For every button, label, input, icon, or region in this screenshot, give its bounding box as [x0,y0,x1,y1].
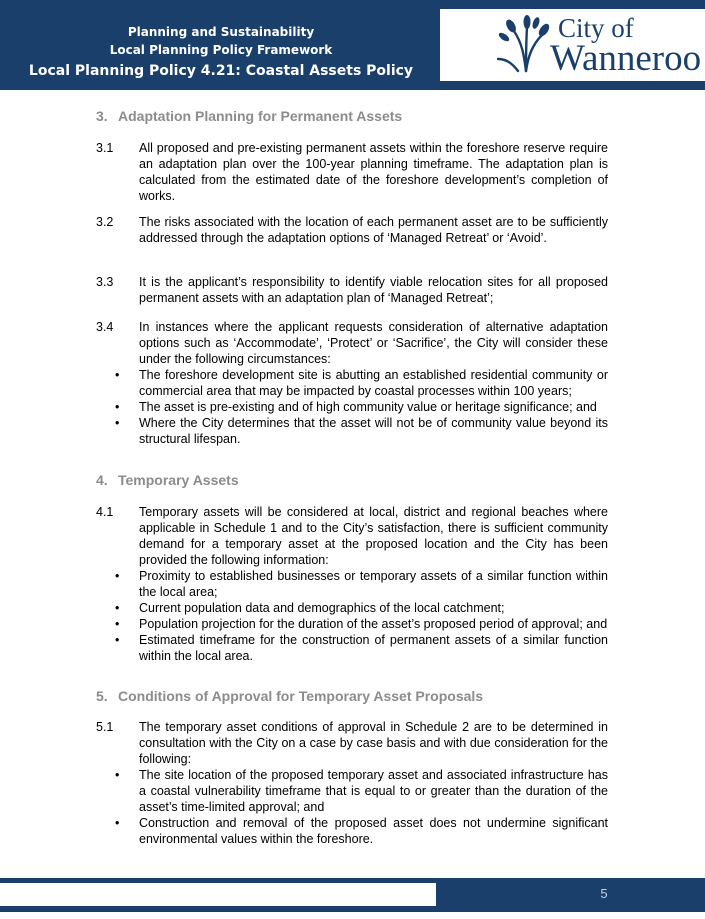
header-text [0,23,442,83]
bullet-icon: • [115,816,120,830]
section-number: 5. [96,688,108,704]
list-item-text: Current population data and demographics of the local catchment; [139,601,505,615]
list-item [115,616,608,632]
list-item-text: The foreshore development site is abutting an established residential community or commercial area that may be impacted by coastal processes within 100 years; [139,368,608,398]
list-item [115,568,608,600]
list-item-text: Where the City determines that the asset will not be of community value beyond its structural lifespan. [139,416,608,446]
bullet-icon: • [115,569,120,583]
section-number: 4. [96,472,108,488]
bullet-icon: • [115,601,120,615]
section-heading-5 [96,688,483,704]
clause-3-4 [96,319,608,447]
clause-text: In instances where the applicant requests consideration of alternative adaptation options such as ‘Accommodate’, ‘Protect’ or ‘Sacrifice’, the City will consider these under the following circumstances: [139,320,608,366]
list-item-text: Proximity to established businesses or temporary assets of a similar function within the local area; [139,569,608,599]
list-item [115,399,608,415]
clause-number: 3.2 [96,215,114,229]
list-item-text: The asset is pre-existing and of high community value or heritage significance; and [139,400,597,414]
clause-text: It is the applicant’s responsibility to identify viable relocation sites for all proposed permanent assets with an adaptation plan of ‘Managed Retreat’; [139,275,608,305]
list-item [115,767,608,815]
list-item-text: Construction and removal of the proposed asset does not undermine significant environmental values within the foreshore. [139,816,608,846]
list-item [115,815,608,847]
header-top-rule [0,0,705,7]
clause-4-1 [96,504,608,664]
section-title: Temporary Assets [118,472,239,488]
clause-3-1 [96,140,608,204]
bullet-icon: • [115,368,120,382]
list-item [115,367,608,399]
page-number: 5 [600,886,608,901]
bullet-icon: • [115,416,120,430]
list-item [115,415,608,447]
bullet-icon: • [115,400,120,414]
city-logo [440,9,705,81]
section-title: Adaptation Planning for Permanent Assets [118,108,403,124]
logo-name-text: Wanneroo [550,38,702,79]
header-framework: Local Planning Policy Framework [109,43,333,57]
list-item [115,632,608,664]
section-heading-4 [96,472,239,488]
clause-number: 3.1 [96,141,114,155]
bullet-icon: • [115,617,120,631]
clause-text: All proposed and pre-existing permanent assets within the foreshore reserve require an adaptation plan over the 100-year planning timeframe. The adaptation plan is calculated from the estimated date of the foreshore development’s completion of works. [139,141,608,203]
clause-text: The temporary asset conditions of approval in Schedule 2 are to be determined in consultation with the City on a case by case basis and with due consideration for the following: [139,720,608,766]
footer-panel [0,883,436,906]
kangaroo-paw-icon [496,15,552,73]
clause-text: Temporary assets will be considered at local, district and regional beaches where applicable in Schedule 1 and to the City’s satisfaction, there is sufficient community demand for a temporary asset at the proposed location and the City has been provided the following information: [139,505,608,567]
clause-number: 3.4 [96,320,114,334]
list-item-text: Population projection for the duration of the asset’s proposed period of approval; and [139,617,608,631]
header-department: Planning and Sustainability [127,25,315,39]
bullet-list [115,367,608,447]
clause-3-3 [96,274,608,306]
bullet-icon: • [115,633,120,647]
section-title: Conditions of Approval for Temporary Asset Proposals [118,688,484,704]
clause-5-1 [96,719,608,847]
clause-number: 5.1 [96,720,114,734]
logo-city-text: City of [558,13,634,43]
clause-text: The risks associated with the location of each permanent asset are to be sufficiently addressed through the adaptation options of ‘Managed Retreat’ or ‘Avoid’. [139,215,608,245]
section-heading-3 [96,108,402,124]
list-item [115,600,608,616]
section-number: 3. [96,108,108,124]
bullet-icon: • [115,768,120,782]
clause-3-2 [96,214,608,246]
bullet-list [115,767,608,847]
list-item-text: Estimated timeframe for the construction of permanent assets of a similar function within the local area. [139,633,608,663]
bullet-list [115,568,608,664]
header-policy-title: Local Planning Policy 4.21: Coastal Assets Policy [28,63,414,79]
list-item-text: The site location of the proposed temporary asset and associated infrastructure has a coastal vulnerability timeframe that is equal to or greater than the duration of the asset’s time-limited approval; and [139,768,608,814]
clause-number: 3.3 [96,275,114,289]
clause-number: 4.1 [96,505,114,519]
